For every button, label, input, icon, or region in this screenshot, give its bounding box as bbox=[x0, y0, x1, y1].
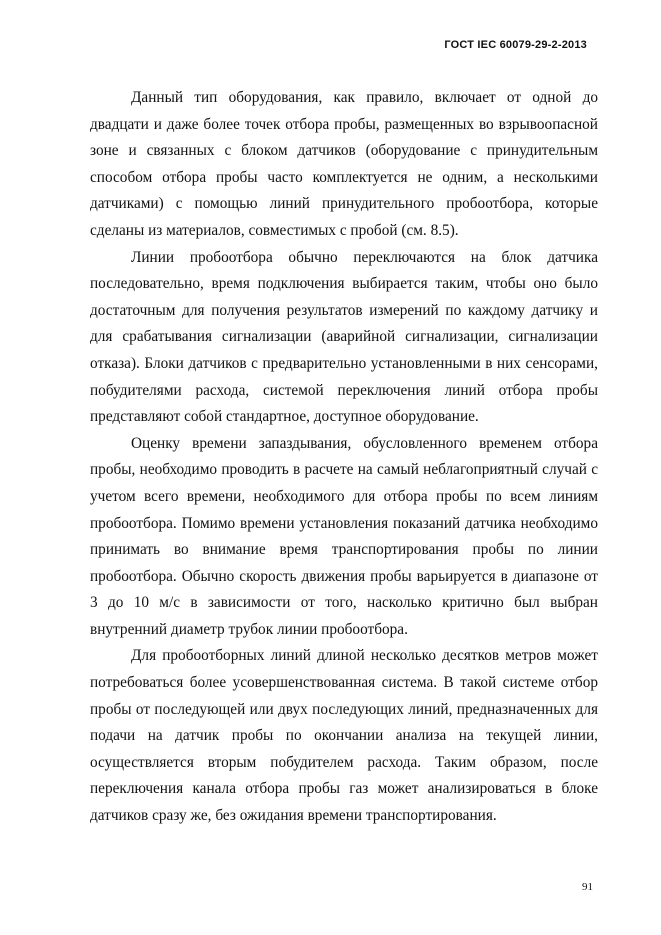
page-header-standard-code: ГОСТ IEC 60079-29-2-2013 bbox=[444, 39, 587, 51]
paragraph-4: Для пробоотборных линий длиной несколько десятков метров может потребоваться более усовершенствованная система. В такой системе отбор пробы от последующей или двух последующих линий, предназначенных для подачи на датчик пробы по окончании анализа на текущей линии, осуществляется вторым побудителем расхода. Таким образом, после переключения канала отбора пробы газ может анализироваться в блоке датчиков сразу же, без ожидания времени транспортирования. bbox=[90, 647, 598, 825]
paragraph-2: Линии пробоотбора обычно переключаются на блок датчика последовательно, время подключения выбирается таким, чтобы оно было достаточным для получения результатов измерений по каждому датчику и для срабатывания сигнализации (аварийной сигнализации, сигнализации отказа). Блоки датчиков с предварительно установленными в них сенсорами, побудителями расхода, системой переключения линий отбора пробы представляют собой стандартное, доступное оборудование. bbox=[90, 248, 598, 426]
paragraph-3: Оценку времени запаздывания, обусловленного временем отбора пробы, необходимо проводить в расчете на самый неблагоприятный случай с учетом всего времени, необходимого для отбора пробы по всем линиям пробоотбора. Помимо времени установления показаний датчика необходимо принимать во внимание время транспортирования пробы по линии пробоотбора. Обычно скорость движения пробы варьируется в диапазоне от 3 до 10 м/с в зависимости от того, насколько критично был выбран внутренний диаметр трубок линии пробоотбора. bbox=[90, 434, 598, 638]
paragraph-1: Данный тип оборудования, как правило, включает от одной до двадцати и даже более точек отбора пробы, размещенных во взрывоопасной зоне и связанных с блоком датчиков (оборудование с принудительным способом отбора пробы часто комплектуется не одним, а несколькими датчиками) с помощью линий принудительного пробоотбора, которые сделаны из материалов, совместимых с пробой (см. 8.5). bbox=[90, 89, 598, 239]
page-number: 91 bbox=[582, 881, 593, 893]
body-text bbox=[90, 85, 598, 830]
